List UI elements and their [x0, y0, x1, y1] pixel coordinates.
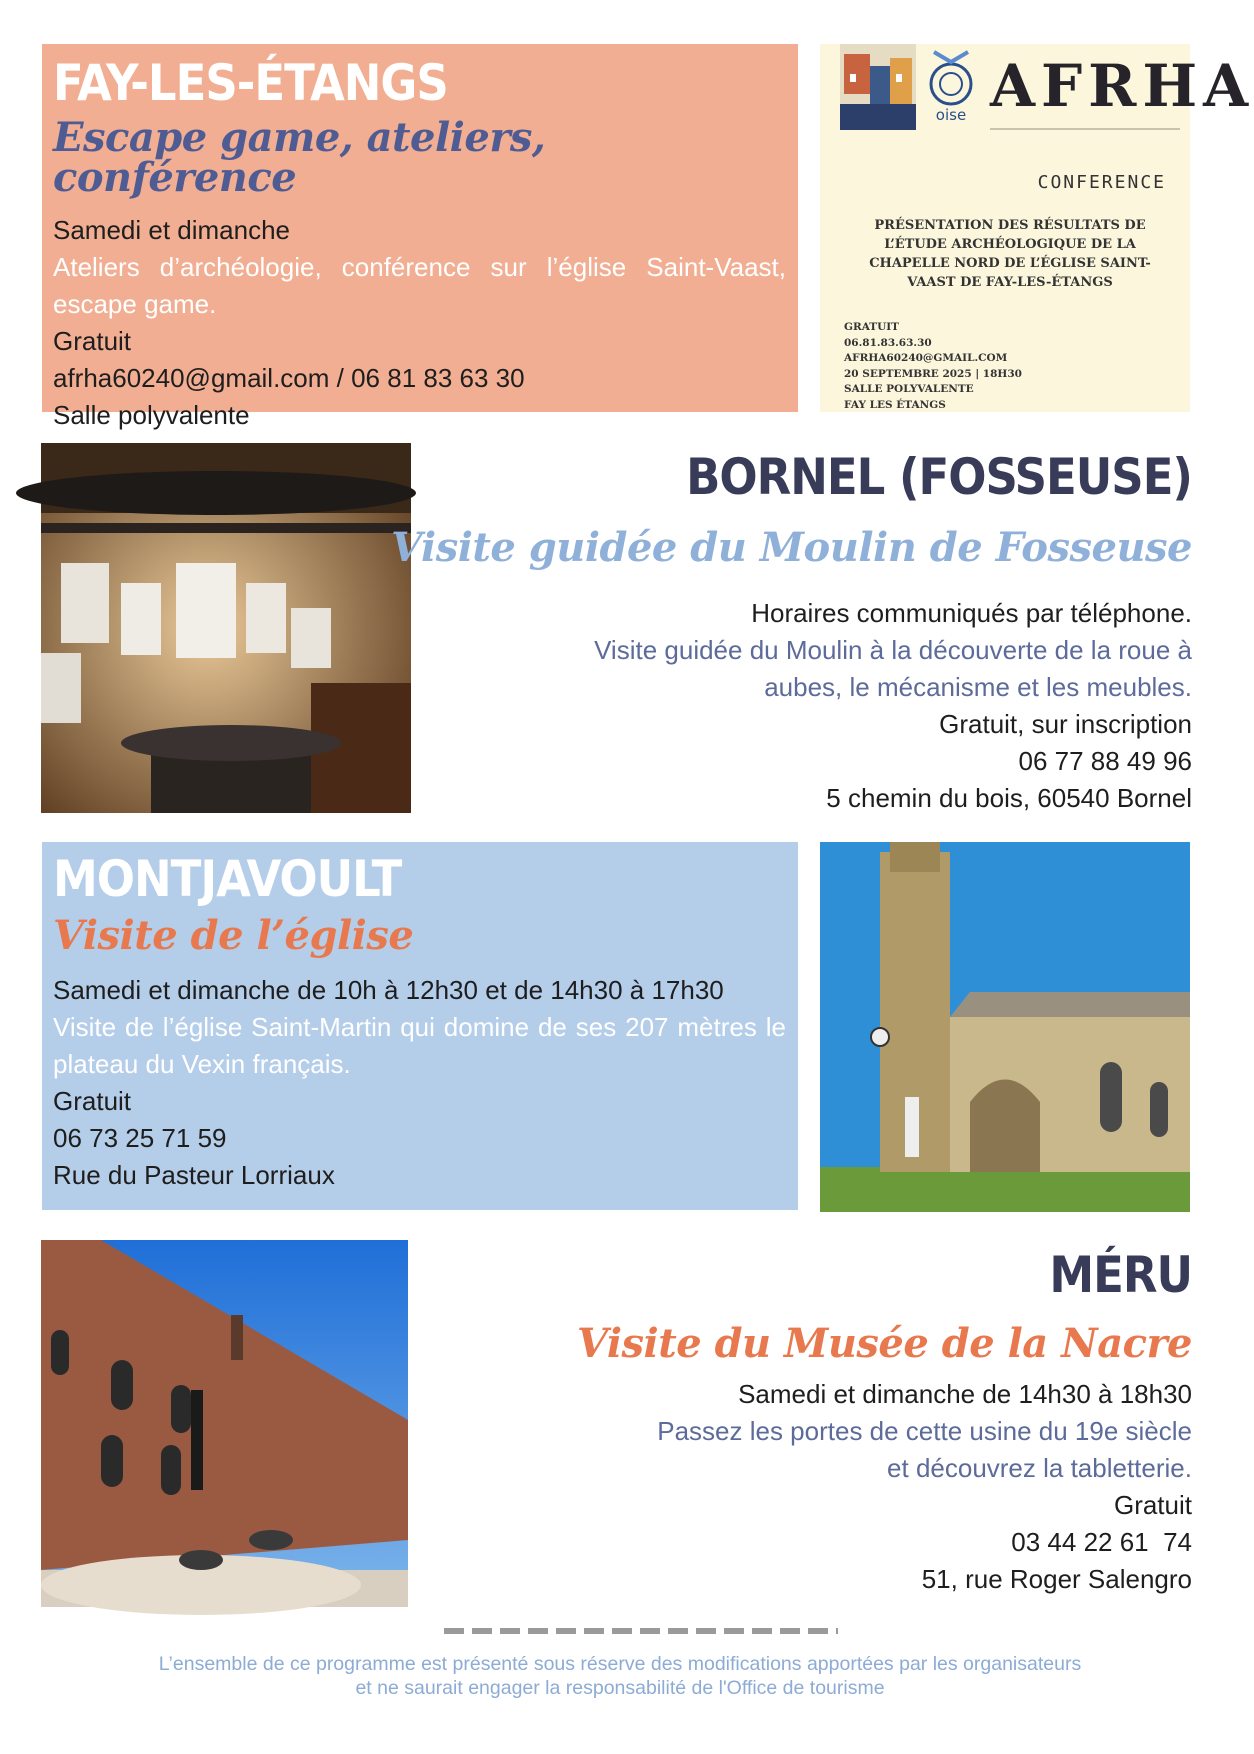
event-price: Gratuit	[53, 1086, 132, 1116]
poster-heading: CONFERENCE	[1037, 172, 1166, 193]
event-address: 51, rue Roger Salengro	[921, 1564, 1192, 1594]
church-photo	[820, 842, 1190, 1212]
event-address: 5 chemin du bois, 60540 Bornel	[826, 783, 1192, 813]
event-subtitle: Escape game, ateliers, conférence	[53, 114, 546, 201]
musee-nacre-photo	[41, 1240, 408, 1607]
event-description-line1: Passez les portes de cette usine du 19e siècle	[657, 1416, 1192, 1446]
poster-title: AFRHA	[990, 52, 1254, 120]
town-illustration	[840, 44, 916, 130]
event-price: Gratuit	[53, 326, 132, 356]
event-subtitle: Visite du Musée de la Nacre	[576, 1320, 1192, 1367]
event-phone[interactable]: 06 77 88 49 96	[1018, 746, 1192, 776]
poster-description: PRÉSENTATION DES RÉSULTATS DE L’ÉTUDE ARCHÉOLOGIQUE DE LA CHAPELLE NORD DE L’ÉGLISE SAINT-VAAST DE FAY-LES-ÉTANGS	[869, 218, 1151, 290]
event-dates: Samedi et dimanche	[53, 215, 291, 245]
dashed-divider	[444, 1628, 838, 1634]
event-description-line2: aubes, le mécanisme et les meubles.	[764, 672, 1192, 702]
section-meru-details	[492, 1376, 1192, 1598]
event-place: Salle polyvalente	[53, 400, 250, 430]
town-title: MONTJAVOULT	[53, 850, 402, 908]
event-price: Gratuit	[1113, 1490, 1192, 1520]
footer-line1: L’ensemble de ce programme est présenté sous réserve des modifications apportées par les organisateurs	[158, 1653, 1082, 1675]
moulin-photo	[41, 443, 411, 813]
event-address: Rue du Pasteur Lorriaux	[53, 1160, 335, 1190]
town-title: BORNEL (FOSSEUSE)	[686, 448, 1192, 506]
poster-info: GRATUIT 06.81.83.63.30 AFRHA60240@GMAIL.COM 20 SEPTEMBRE 2025 | 18H30 SALLE POLYVALENTE FAY LES ÉTANGS	[844, 321, 1022, 411]
section-bornel-details	[492, 595, 1192, 817]
section-montjavoult	[42, 842, 798, 1210]
oise-logo	[924, 44, 978, 130]
event-dates: Horaires communiqués par téléphone.	[751, 598, 1192, 628]
footer-line2: et ne saurait engager la responsabilité de l'Office de tourisme	[355, 1677, 885, 1699]
footer-disclaimer	[60, 1652, 1180, 1700]
event-description-line1: Visite guidée du Moulin à la découverte de la roue à	[594, 635, 1192, 665]
event-description: Visite de l’église Saint-Martin qui domine de ses 207 mètres le plateau du Vexin français.	[53, 1012, 786, 1079]
event-price: Gratuit, sur inscription	[939, 709, 1192, 739]
event-dates: Samedi et dimanche de 10h à 12h30 et de 14h30 à 17h30	[53, 975, 724, 1005]
afrha-conference-poster	[820, 44, 1254, 412]
event-description-line2: et découvrez la tabletterie.	[887, 1453, 1192, 1483]
event-subtitle: Visite guidée du Moulin de Fosseuse	[391, 524, 1192, 571]
event-phone[interactable]: 03 44 22 61 74	[1011, 1527, 1192, 1557]
event-phone[interactable]: 06 73 25 71 59	[53, 1123, 227, 1153]
town-title: FAY-LES-ÉTANGS	[53, 54, 448, 112]
event-dates: Samedi et dimanche de 14h30 à 18h30	[738, 1379, 1192, 1409]
section-fay-les-etangs	[42, 44, 798, 430]
town-title: MÉRU	[1049, 1246, 1192, 1304]
svg-text:oise: oise	[935, 106, 967, 124]
event-description: Ateliers d’archéologie, conférence sur l’église Saint-Vaast, escape game.	[53, 252, 786, 319]
event-contact[interactable]: afrha60240@gmail.com / 06 81 83 63 30	[53, 363, 525, 393]
event-subtitle: Visite de l’église	[53, 912, 414, 959]
